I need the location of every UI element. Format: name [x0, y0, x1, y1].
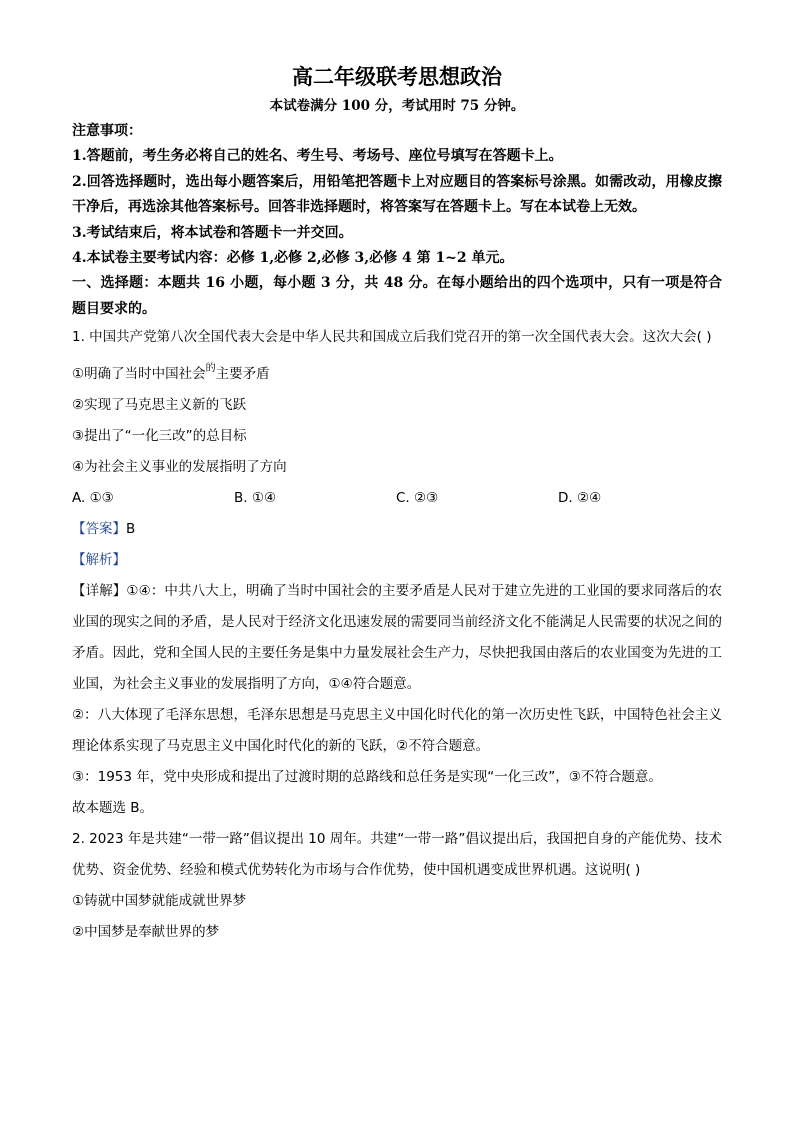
choice-a: A. ①③ [72, 490, 114, 507]
question-2-stem: 2. 2023 年是共建“一带一路”倡议提出 10 周年。共建“一带一路”倡议提出后，我国把自身的产能优势、技术优势、资金优势、经验和模式优势转化为市场与合作优势，使中国机遇变成世界机遇。这说明( ) [72, 831, 722, 879]
question-1-choices [72, 483, 722, 514]
detail-paragraph [72, 576, 722, 700]
option-superscript: 的 [205, 363, 216, 375]
detail-text: ①④：中共八大上，明确了当时中国社会的主要矛盾是人民对于建立先进的工业国的要求同落后的农业国的现实之间的矛盾，是人民对于经济文化迅速发展的需要同当前经济文化不能满足人民需要的状况之间的矛盾。因此，党和全国人民的主要任务是集中力量发展社会生产力，尽快把我国由落后的农业国变为先进的工业国，为社会主义事业的发展指明了方向，①④符合题意。 [72, 583, 723, 693]
choice-b: B. ①④ [234, 490, 277, 507]
question-2-option-1: ①铸就中国梦就能成就世界梦 [72, 893, 247, 910]
notice-item-2: 2.回答选择题时，选出每小题答案后，用铅笔把答题卡上对应题目的答案标号涂黑。如需改动，用橡皮擦干净后，再选涂其他答案标号。回答非选择题时，将答案写在答题卡上。写在本试卷上无效。 [72, 173, 722, 216]
question-1-stem: 1. 中国共产党第八次全国代表大会是中华人民共和国成立后我们党召开的第一次全国代表大会。这次大会( ) [72, 329, 712, 346]
page-title: 高二年级联考思想政治 [292, 64, 502, 89]
answer-value: B [126, 521, 136, 538]
answer-line [72, 514, 722, 545]
detail-tag: 【详解】 [72, 583, 127, 600]
section-heading: 一、选择题：本题共 16 小题，每小题 3 分，共 48 分。在每小题给出的四个选项中，只有一项是符合题目要求的。 [72, 275, 722, 317]
notice-heading: 注意事项： [72, 123, 142, 139]
question-1-option-3: ③提出了“一化三改”的总目标 [72, 428, 247, 445]
exam-subtitle: 本试卷满分 100 分，考试用时 75 分钟。 [269, 98, 525, 114]
analysis-paragraph-3: ③：1953 年，党中央形成和提出了过渡时期的总路线和总任务是实现“一化三改”，③不符合题意。 [72, 769, 662, 786]
exam-page [72, 62, 722, 948]
choice-c: C. ②③ [396, 490, 439, 507]
notice-item-1: 1.答题前，考生务必将自己的姓名、考生号、考场号、座位号填写在答题卡上。 [72, 148, 563, 165]
analysis-line [72, 545, 722, 576]
analysis-tag: 【解析】 [72, 552, 126, 569]
question-1-option-4: ④为社会主义事业的发展指明了方向 [72, 459, 287, 476]
question-1-option-2: ②实现了马克思主义新的飞跃 [72, 397, 247, 414]
question-2-option-2: ②中国梦是奉献世界的梦 [72, 924, 220, 941]
analysis-paragraph-2: ②：八大体现了毛泽东思想，毛泽东思想是马克思主义中国化时代化的第一次历史性飞跃，中国特色社会主义理论体系实现了马克思主义中国化时代化的新的飞跃，②不符合题意。 [72, 707, 722, 755]
answer-tag: 【答案】 [72, 521, 126, 538]
option-text: ①明确了当时中国社会 [72, 366, 206, 383]
notice-item-3: 3.考试结束后，将本试卷和答题卡一并交回。 [72, 224, 353, 241]
question-1-option-1 [72, 353, 722, 390]
choice-d: D. ②④ [558, 490, 602, 507]
notice-item-4: 4.本试卷主要考试内容：必修 1,必修 2,必修 3,必修 4 第 1~2 单元。 [72, 250, 514, 267]
analysis-conclusion: 故本题选 B。 [72, 800, 154, 817]
option-text: 主要矛盾 [215, 366, 270, 383]
